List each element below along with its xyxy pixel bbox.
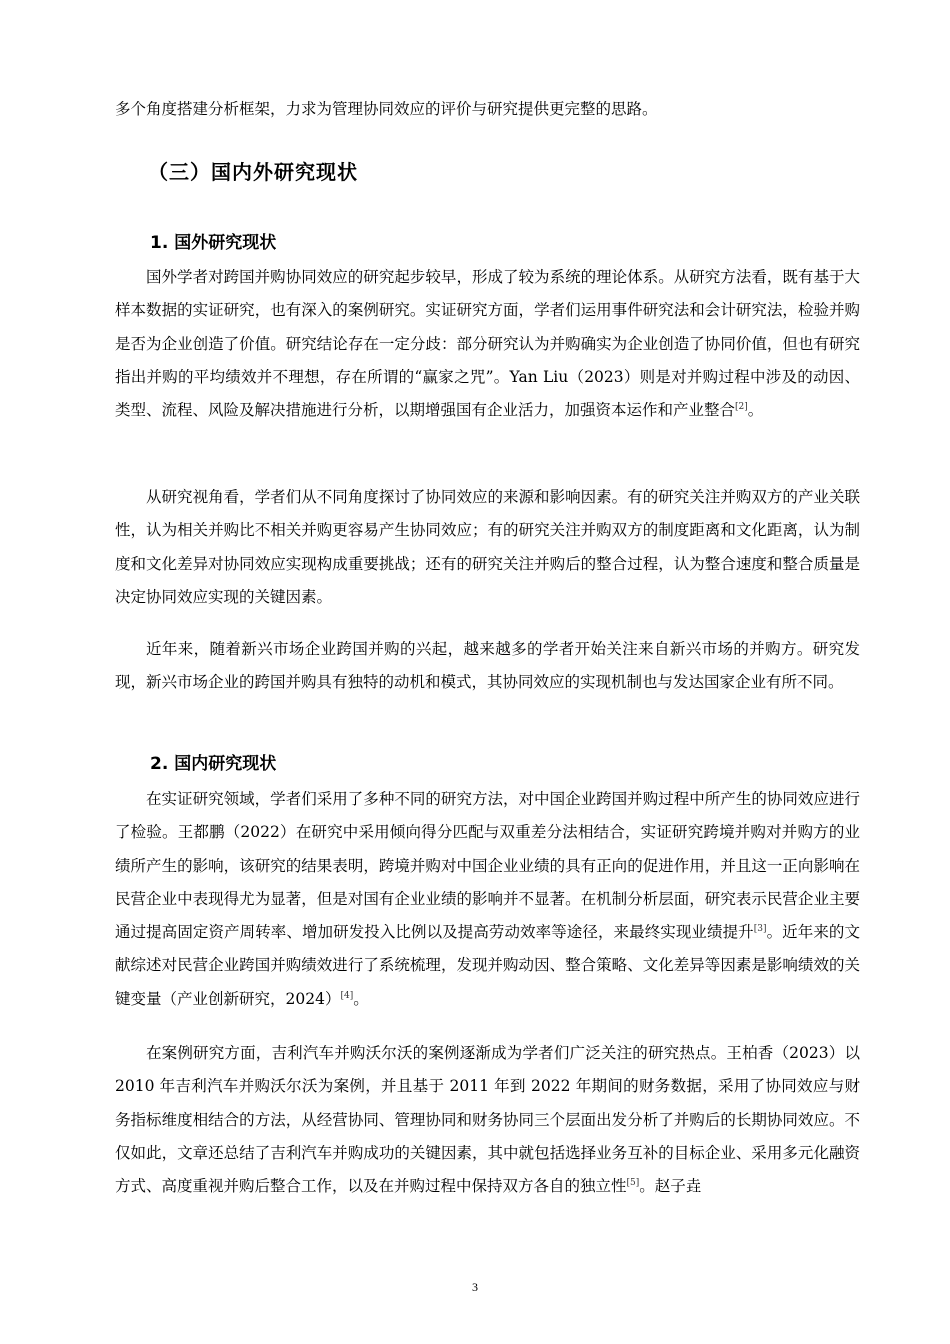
domestic-p2-text: 在案例研究方面，吉利汽车并购沃尔沃的案例逐渐成为学者们广泛关注的研究热点。王柏香（2023）以 2010 年吉利汽车并购沃尔沃为案例，并且基于 2011 年到 2022 年期间的财务数据，采用了协同效应与财务指标维度相结合的方法，从经营协同、管理协同和财务协同三个层面出发分析了并购后的长期协同效应。不仅如此，文章还总结了吉利汽车并购成功的关键因素，其中就包括选择业务互补的目标企业、采用多元化融资方式、高度重视并购后整合工作，以及在并购过程中保持双方各自的独立性	[115, 1044, 860, 1196]
domestic-paragraph-1	[115, 783, 860, 1016]
intro-tail-paragraph: 多个角度搭建分析框架，力求为管理协同效应的评价与研究提供更完整的思路。	[115, 100, 658, 118]
domestic-paragraph-2	[115, 1037, 860, 1203]
section-title: （三）国内外研究现状	[148, 160, 358, 184]
citation-ref: [4]	[340, 990, 354, 1001]
foreign-p1-end: 。	[747, 401, 764, 420]
domestic-p2-end: 。赵子垚	[639, 1177, 702, 1196]
foreign-paragraph-3: 近年来，随着新兴市场企业跨国并购的兴起，越来越多的学者开始关注来自新兴市场的并购方。研究发现，新兴市场企业的跨国并购具有独特的动机和模式，其协同效应的实现机制也与发达国家企业有所不同。	[115, 640, 860, 692]
citation-ref: [2]	[735, 402, 748, 413]
citation-ref: [3]	[753, 924, 767, 935]
foreign-p1-text: 国外学者对跨国并购协同效应的研究起步较早，形成了较为系统的理论体系。从研究方法看，既有基于大样本数据的实证研究，也有深入的案例研究。实证研究方面，学者们运用事件研究法和会计研究法，检验并购是否为企业创造了价值。研究结论存在一定分歧：部分研究认为并购确实为企业创造了协同价值，但也有研究指出并购的平均绩效并不理想，存在所谓的“赢家之咒”。Yan Liu（2023）则是对并购过程中涉及的动因、类型、流程、风险及解决措施进行分析，以期增强国有企业活力，加强资本运作和产业整合	[115, 268, 860, 420]
domestic-p1-text-a: 在实证研究领域，学者们采用了多种不同的研究方法，对中国企业跨国并购过程中所产生的协同效应进行了检验。王都鹏（2022）在研究中采用倾向得分匹配与双重差分法相结合，实证研究跨境并购对并购方的业绩所产生的影响，该研究的结果表明，跨境并购对中国企业业绩的具有正向的促进作用，并且这一正向影响在民营企业中表现得尤为显著，但是对国有企业业绩的影响并不显著。在机制分析层面，研究表示民营企业主要通过提高固定资产周转率、增加研发投入比例以及提高劳动效率等途径，来最终实现业绩提升	[115, 790, 860, 942]
domestic-p1-text-b: 。近年来的文献综述对民营企业跨国并购绩效进行了系统梳理，发现并购动因、整合策略、文化差异等因素是影响绩效的关键变量（产业创新研究，2024）	[115, 923, 860, 1008]
subsection-title-domestic: 2. 国内研究现状	[150, 754, 277, 774]
foreign-paragraph-2: 从研究视角看，学者们从不同角度探讨了协同效应的来源和影响因素。有的研究关注并购双方的产业关联性，认为相关并购比不相关并购更容易产生协同效应；有的研究关注并购双方的制度距离和文化距离，认为制度和文化差异对协同效应实现构成重要挑战；还有的研究关注并购后的整合过程，认为整合速度和整合质量是决定协同效应实现的关键因素。	[115, 488, 860, 606]
subsection-title-foreign: 1. 国外研究现状	[150, 233, 277, 253]
foreign-paragraph-1	[115, 261, 860, 427]
page-number: 3	[472, 1280, 478, 1294]
citation-ref: [5]	[626, 1178, 640, 1189]
domestic-p1-text-c: 。	[353, 989, 369, 1008]
